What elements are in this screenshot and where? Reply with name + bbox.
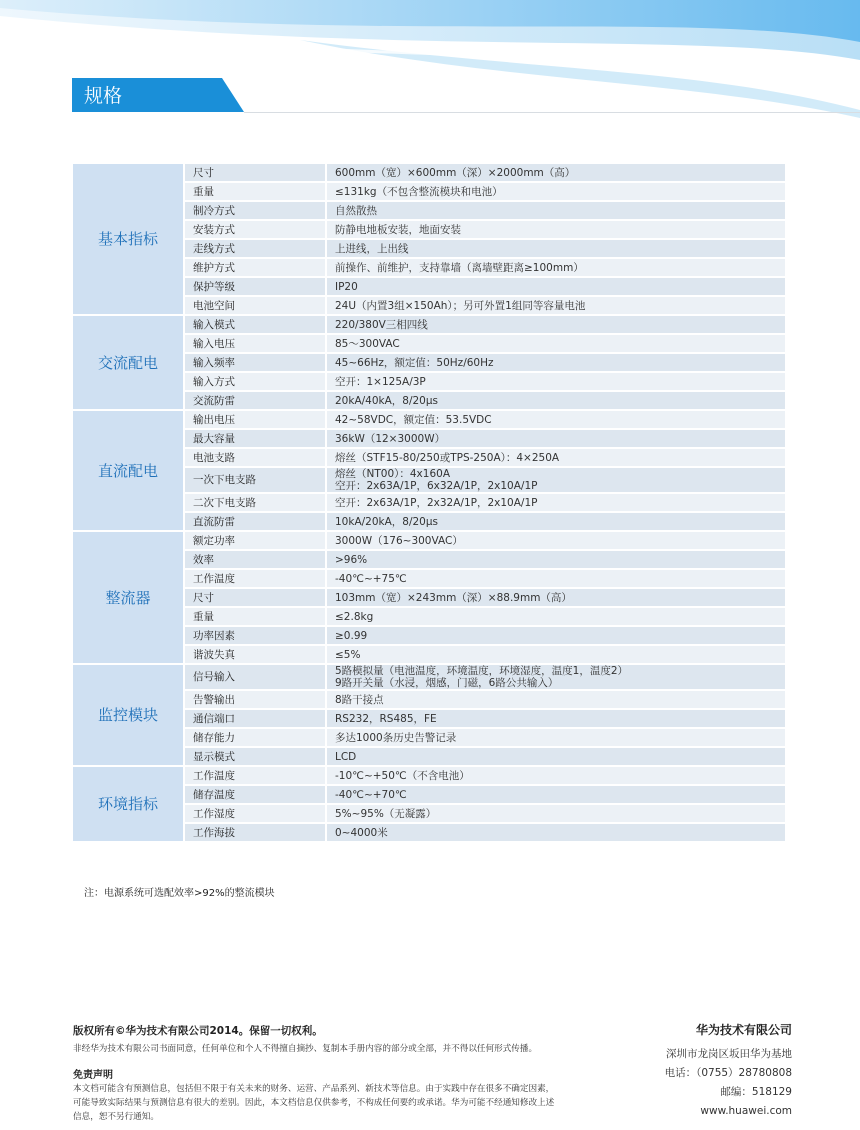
spec-table: [73, 164, 785, 843]
spec-value-line: -40℃~+75℃: [335, 572, 407, 585]
company-name: 华为技术有限公司: [695, 1023, 792, 1037]
spec-value: [326, 728, 785, 747]
spec-value-line: >96%: [335, 553, 368, 566]
spec-value-line: IP20: [335, 280, 358, 293]
spec-value-line: 85～300VAC: [335, 337, 400, 350]
spec-key: 告警输出: [184, 690, 326, 709]
spec-row: [73, 531, 785, 550]
company-website[interactable]: www.huawei.com: [700, 1105, 792, 1117]
spec-key: 输出电压: [184, 410, 326, 429]
spec-category: 直流配电: [73, 410, 184, 531]
spec-value-line: ≤5%: [335, 648, 361, 661]
spec-value: [326, 353, 785, 372]
spec-value-line: 熔丝（STF15-80/250或TPS-250A）：4×250A: [335, 451, 560, 464]
spec-key: 二次下电支路: [184, 493, 326, 512]
spec-key: 尺寸: [184, 588, 326, 607]
spec-value: [326, 315, 785, 334]
spec-value-line: 空开：2x63A/1P，2x32A/1P，2x10A/1P: [335, 496, 538, 509]
spec-row: [73, 315, 785, 334]
spec-value-line: 42~58VDC，额定值：53.5VDC: [335, 413, 492, 426]
spec-key: 电池空间: [184, 296, 326, 315]
spec-value-line: ≤131kg（不包含整流模块和电池）: [335, 185, 503, 198]
spec-value: [326, 550, 785, 569]
spec-key: 输入频率: [184, 353, 326, 372]
footnote: 注：电源系统可选配效率>92%的整流模块: [84, 888, 275, 899]
spec-value-line: 9路开关量（水浸，烟感，门磁，6路公共输入）: [335, 677, 559, 689]
spec-category: 环境指标: [73, 766, 184, 842]
disclaimer-line: 信息，恕不另行通知。: [73, 1112, 159, 1122]
spec-row: [73, 766, 785, 785]
spec-value: [326, 785, 785, 804]
spec-value-line: LCD: [335, 750, 357, 763]
spec-key: 制冷方式: [184, 201, 326, 220]
spec-value-line: 空开：2x63A/1P，6x32A/1P，2x10A/1P: [335, 480, 538, 492]
spec-value: [326, 512, 785, 531]
contact-block: [665, 1045, 792, 1121]
spec-value-line: 防静电地板安装，地面安装: [335, 223, 461, 236]
spec-key: 一次下电支路: [184, 467, 326, 493]
spec-key: 保护等级: [184, 277, 326, 296]
spec-value: [326, 277, 785, 296]
spec-value-line: 空开：1×125A/3P: [335, 375, 426, 388]
spec-value: [326, 645, 785, 664]
spec-value-line: -10℃~+50℃（不含电池）: [335, 769, 470, 782]
spec-value-line: 45~66Hz，额定值：50Hz/60Hz: [335, 356, 494, 369]
spec-value: [326, 258, 785, 277]
spec-value: [326, 709, 785, 728]
spec-key: 额定功率: [184, 531, 326, 550]
spec-key: 电池支路: [184, 448, 326, 467]
spec-key: 输入电压: [184, 334, 326, 353]
spec-value: [326, 766, 785, 785]
spec-value-line: 自然散热: [335, 204, 377, 217]
spec-value: [326, 372, 785, 391]
disclaimer-title: 免责声明: [73, 1070, 113, 1081]
spec-key: 最大容量: [184, 429, 326, 448]
spec-value: [326, 448, 785, 467]
company-phone: 电话：（0755）28780808: [664, 1067, 792, 1079]
spec-value-line: 220/380V三相四线: [335, 318, 428, 331]
spec-value: [326, 467, 785, 493]
spec-key: 工作温度: [184, 766, 326, 785]
spec-value: [326, 493, 785, 512]
spec-key: 工作温度: [184, 569, 326, 588]
spec-value-line: 103mm（宽）×243mm（深）×88.9mm（高）: [335, 591, 572, 604]
spec-key: 重量: [184, 182, 326, 201]
company-postcode: 邮编：518129: [720, 1086, 792, 1098]
spec-value: [326, 239, 785, 258]
spec-value-line: 36kW（12×3000W）: [335, 432, 446, 445]
spec-key: 功率因素: [184, 626, 326, 645]
spec-value: [326, 690, 785, 709]
spec-key: 重量: [184, 607, 326, 626]
spec-key: 信号输入: [184, 664, 326, 690]
spec-value: [326, 201, 785, 220]
spec-category: 监控模块: [73, 664, 184, 766]
spec-value-line: 600mm（宽）×600mm（深）×2000mm（高）: [335, 166, 576, 179]
section-divider: [244, 112, 860, 113]
section-title: 规格: [84, 85, 123, 107]
spec-key: 工作海拔: [184, 823, 326, 842]
spec-value-line: 5路模拟量（电池温度，环境温度，环境湿度，温度1，温度2）: [335, 665, 629, 677]
spec-value-line: 8路干接点: [335, 693, 384, 706]
spec-value: [326, 626, 785, 645]
spec-value-line: 5%~95%（无凝露）: [335, 807, 437, 820]
spec-value: [326, 391, 785, 410]
spec-key: 安装方式: [184, 220, 326, 239]
spec-value: [326, 182, 785, 201]
disclaimer-line: 可能导致实际结果与预测信息有很大的差别。因此，本文档信息仅供参考，不构成任何要约或承诺。华为可能不经通知修改上述: [73, 1098, 555, 1108]
spec-category: 基本指标: [73, 164, 184, 315]
spec-key: 走线方式: [184, 239, 326, 258]
spec-value-line: RS232，RS485，FE: [335, 712, 437, 725]
spec-key: 维护方式: [184, 258, 326, 277]
spec-value-line: 20kA/40kA，8/20μs: [335, 394, 439, 407]
spec-value: [326, 804, 785, 823]
spec-key: 工作湿度: [184, 804, 326, 823]
spec-key: 交流防雷: [184, 391, 326, 410]
spec-key: 直流防雷: [184, 512, 326, 531]
copyright-text: 非经华为技术有限公司书面同意，任何单位和个人不得擅自摘抄、复制本手册内容的部分或全部，并不得以任何形式传播。: [73, 1044, 538, 1054]
spec-value: [326, 569, 785, 588]
spec-value: [326, 410, 785, 429]
spec-value-line: 多达1000条历史告警记录: [335, 731, 457, 744]
spec-value-line: 3000W（176~300VAC）: [335, 534, 463, 547]
spec-value-line: 10kA/20kA，8/20μs: [335, 515, 439, 528]
spec-key: 储存能力: [184, 728, 326, 747]
spec-row: [73, 664, 785, 690]
copyright-title: 版权所有©华为技术有限公司2014。保留一切权利。: [73, 1025, 323, 1037]
spec-key: 谐波失真: [184, 645, 326, 664]
spec-value: [326, 607, 785, 626]
disclaimer-text: [73, 1082, 613, 1124]
spec-value-line: 24U（内置3组×150Ah）；另可外置1组同等容量电池: [335, 299, 586, 312]
spec-value-line: 前操作、前维护，支持靠墙（离墙壁距离≥100mm）: [335, 261, 584, 274]
spec-value: [326, 664, 785, 690]
spec-key: 通信端口: [184, 709, 326, 728]
spec-key: 输入模式: [184, 315, 326, 334]
company-address: 深圳市龙岗区坂田华为基地: [666, 1048, 792, 1060]
spec-category: 整流器: [73, 531, 184, 664]
spec-row: [73, 410, 785, 429]
spec-value-line: 上进线，上出线: [335, 242, 409, 255]
disclaimer-line: 本文档可能含有预测信息，包括但不限于有关未来的财务、运营、产品系列、新技术等信息。由于实践中存在很多不确定因素，: [73, 1084, 555, 1094]
spec-value: [326, 823, 785, 842]
spec-key: 尺寸: [184, 164, 326, 182]
spec-key: 效率: [184, 550, 326, 569]
spec-value: [326, 588, 785, 607]
spec-value: [326, 164, 785, 182]
spec-value: [326, 220, 785, 239]
spec-value-line: ≤2.8kg: [335, 610, 374, 623]
spec-value: [326, 296, 785, 315]
spec-key: 显示模式: [184, 747, 326, 766]
spec-value: [326, 334, 785, 353]
spec-value-line: ≥0.99: [335, 629, 368, 642]
spec-key: 输入方式: [184, 372, 326, 391]
spec-value: [326, 429, 785, 448]
spec-value-line: 0~4000米: [335, 826, 388, 839]
spec-key: 储存温度: [184, 785, 326, 804]
spec-category: 交流配电: [73, 315, 184, 410]
spec-value-line: 熔丝（NT00）：4x160A: [335, 468, 450, 480]
spec-row: [73, 164, 785, 182]
spec-value-line: -40℃~+70℃: [335, 788, 407, 801]
spec-value: [326, 531, 785, 550]
spec-value: [326, 747, 785, 766]
